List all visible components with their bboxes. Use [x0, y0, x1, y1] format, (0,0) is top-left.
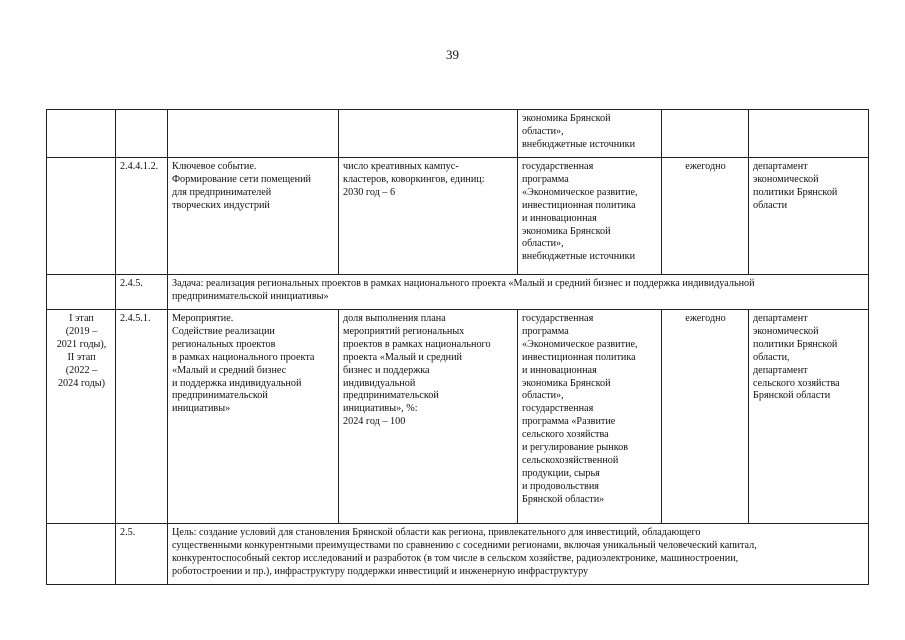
stage-cell	[47, 275, 116, 310]
code-cell: 2.5.	[116, 524, 168, 585]
table-row	[47, 310, 869, 524]
frequency-cell: ежегодно	[662, 158, 749, 275]
code-cell: 2.4.5.1.	[116, 310, 168, 524]
source-cell: экономика Брянской области», внебюджетные источники	[518, 110, 662, 158]
code-cell: 2.4.5.	[116, 275, 168, 310]
goal-cell: Цель: создание условий для становления Брянской области как региона, привлекательного для инвестиций, обладающего существенными конкурентными преимуществами по сравнению с соседними регионами, включая уникальный человеческий капитал, конкурентоспособный сектор исследований и разработок (в том числе в сельском хозяйстве, радиоэлектронике, машиностроении, роботостроении и пр.), инфраструктуру поддержки инвестиций и инженерную инфраструктуру	[168, 524, 869, 585]
table-row	[47, 158, 869, 275]
table-row	[47, 110, 869, 158]
table-row	[47, 524, 869, 585]
stage-cell	[47, 158, 116, 275]
table-row	[47, 275, 869, 310]
source-cell: государственная программа «Экономическое развитие, инвестиционная политика и инновационная экономика Брянской области», внебюджетные источники	[518, 158, 662, 275]
stage-cell	[47, 524, 116, 585]
responsible-cell	[749, 110, 869, 158]
indicator-cell	[339, 110, 518, 158]
name-cell: Ключевое событие. Формирование сети помещений для предпринимателей творческих индустрий	[168, 158, 339, 275]
stage-cell: I этап (2019 – 2021 годы), II этап (2022 – 2024 годы)	[47, 310, 116, 524]
indicator-cell: доля выполнения плана мероприятий региональных проектов в рамках национального проекта «Малый и средний бизнес и поддержка индивидуальной предпринимательской инициативы», %: 2024 год – 100	[339, 310, 518, 524]
indicator-cell: число креативных кампус- кластеров, коворкингов, единиц: 2030 год – 6	[339, 158, 518, 275]
page-number: 39	[446, 47, 459, 62]
responsible-cell: департамент экономической политики Брянской области	[749, 158, 869, 275]
code-cell	[116, 110, 168, 158]
name-cell	[168, 110, 339, 158]
source-cell: государственная программа «Экономическое развитие, инвестиционная политика и инновационная экономика Брянской области», государственная программа «Развитие сельского хозяйства и регулирование рынков сельскохозяйственной продукции, сырья и продовольствия Брянской области»	[518, 310, 662, 524]
responsible-cell: департамент экономической политики Брянской области, департамент сельского хозяйства Брянской области	[749, 310, 869, 524]
action-plan-table	[46, 109, 869, 585]
stage-cell	[47, 110, 116, 158]
task-cell: Задача: реализация региональных проектов в рамках национального проекта «Малый и средний бизнес и поддержка индивидуальной предпринимательской инициативы»	[168, 275, 869, 310]
frequency-cell: ежегодно	[662, 310, 749, 524]
name-cell: Мероприятие. Содействие реализации региональных проектов в рамках национального проекта «Малый и средний бизнес и поддержка индивидуальной предпринимательской инициативы»	[168, 310, 339, 524]
frequency-cell	[662, 110, 749, 158]
code-cell: 2.4.4.1.2.	[116, 158, 168, 275]
